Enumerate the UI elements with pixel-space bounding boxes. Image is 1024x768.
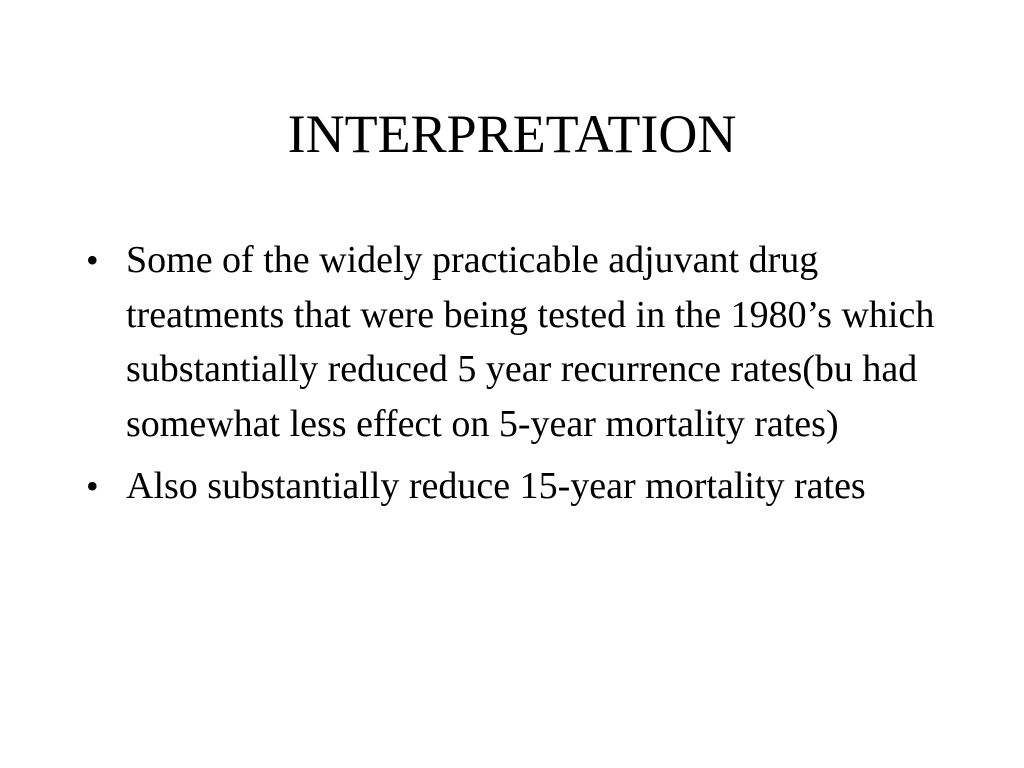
- bullet-text: Some of the widely practicable adjuvant drug treatments that were being tested in the 1980’s which substantially reduced 5 year recurrence rates(bu had somewhat less effect on 5-year mortality rates): [126, 239, 935, 445]
- bullet-dot-icon: •: [86, 240, 99, 280]
- bullet-list: [84, 233, 954, 522]
- bullet-item: [84, 459, 954, 514]
- bullet-text: Also substantially reduce 15-year mortality rates: [126, 465, 866, 507]
- bullet-dot-icon: •: [86, 466, 99, 506]
- bullet-item: [84, 233, 954, 451]
- slide-title: INTERPRETATION: [287, 104, 737, 164]
